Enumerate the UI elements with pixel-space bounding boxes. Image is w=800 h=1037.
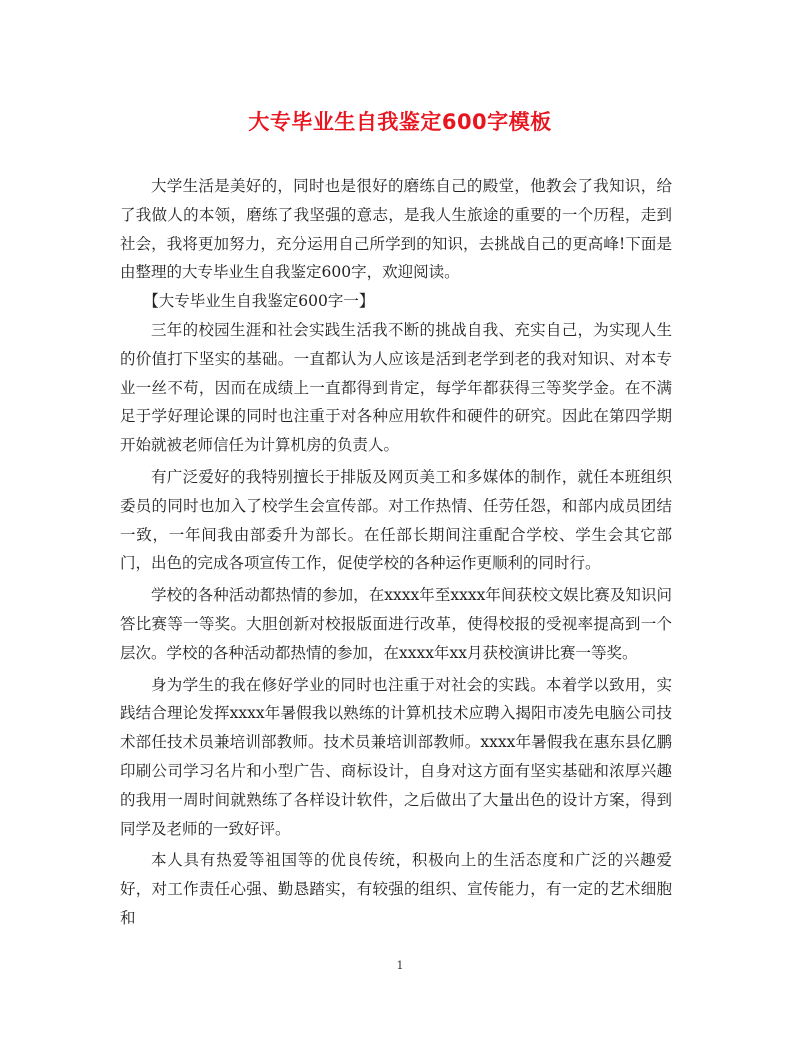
page-number: 1 [396, 959, 404, 972]
body-paragraph: 身为学生的我在修好学业的同时也注重于对社会的实践。本着学以致用，实践结合理论发挥xxxx年暑假我以熟练的计算机技术应聘入揭阳市凌先电脑公司技术部任技术员兼培训部教师。技术员兼培训部教师。xxxx年暑假我在惠东县亿鹏印刷公司学习名片和小型广告、商标设计，自身对这方面有坚实基础和浓厚兴趣的我用一周时间就熟练了各样设计软件，之后做出了大量出色的设计方案，得到同学及老师的一致好评。 [120, 675, 672, 838]
body-paragraph: 三年的校园生涯和社会实践生活我不断的挑战自我、充实自己，为实现人生的价值打下坚实的基础。一直都认为人应该是活到老学到老的我对知识、对本专业一丝不苟，因而在成绩上一直都得到肯定，每学年都获得三等奖学金。在不满足于学好理论课的同时也注重于对各种应用软件和硬件的研究。因此在第四学期开始就被老师信任为计算机房的负责人。 [120, 320, 672, 455]
intro-paragraph: 大学生活是美好的，同时也是很好的磨练自己的殿堂，他教会了我知识，给了我做人的本领，磨练了我坚强的意志，是我人生旅途的重要的一个历程，走到社会，我将更加努力，充分运用自己所学到的知识，去挑战自己的更高峰!下面是由整理的大专毕业生自我鉴定600字，欢迎阅读。 [120, 177, 672, 282]
body-paragraph: 有广泛爱好的我特别擅长于排版及网页美工和多媒体的制作，就任本班组织委员的同时也加入了校学生会宣传部。对工作热情、任劳任怨，和部内成员团结一致，一年间我由部委升为部长。在任部长期间注重配合学校、学生会其它部门，出色的完成各项宣传工作，促使学校的各种运作更顺利的同时行。 [120, 467, 672, 573]
body-paragraph: 学校的各种活动都热情的参加，在xxxx年至xxxx年间获校文娱比赛及知识问答比赛等一等奖。大胆创新对校报版面进行改革，使得校报的受视率提高到一个层次。学校的各种活动都热情的参加，在xxxx年xx月获校演讲比赛一等奖。 [120, 586, 672, 662]
body-paragraph: 本人具有热爱等祖国等的优良传统，积极向上的生活态度和广泛的兴趣爱好，对工作责任心强、勤恳踏实，有较强的组织、宣传能力，有一定的艺术细胞和 [120, 851, 672, 927]
document-title: 大专毕业生自我鉴定600字模板 [248, 110, 552, 134]
section-heading: 【大专毕业生自我鉴定600字一】 [143, 292, 375, 311]
document-body [120, 172, 672, 933]
